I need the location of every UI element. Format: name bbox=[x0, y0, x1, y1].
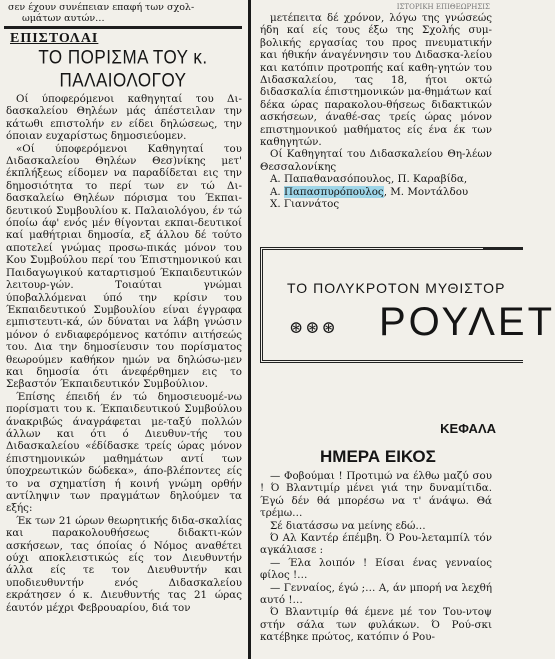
names-suffix: , Μ. Μοντάλδου bbox=[383, 185, 469, 198]
article-paragraph: μετέπειτα δέ χρόνον, λόγω της γνώσεώς ήδη καί είς τους έξω της Σχολής συμ-βολικής εργασίας του προς πνευματικήν και ήθικήν άναγέννησιν του Διδασκα-λείου και κατόπιν προτροπής καί καθη-γητών του Διδασκαλείου, τας 18, ήτοι οκτώ διδασκαλία έπιστημονικών μα-θημάτων καί δέκα ώρας παρακολου-θήσεως διδακτικών ασκήσεων, άναθέ-σας τρείς ώρας μόνον επιστημονικού μαθήματος είς ένα έκ των καθηγητών. bbox=[260, 12, 492, 149]
story-paragraph: — Φοβούμαι ! Προτιμώ να έλθω μαζύ σου ! Ό Βλαντιμίρ μένει γιά την δυναμίτιδα. Έγώ δέν θά μπορέσω να τ' άνάψω. Θά τρέμω… bbox=[260, 470, 492, 520]
article-paragraph: Οί ύποφερόμενοι καθηγηταί του Δι-δασκαλείου Θηλέων μάς άπέστειλαν την κάτωθι επιστολήν εν είδει δηλώσεως, την όποιαν ευχαρίστως δημοσιεύομεν. bbox=[6, 93, 242, 143]
signoff: Οί Καθηγηταί του Διδασκαλείου Θη-λέων Θεσσαλονίκης bbox=[260, 148, 492, 173]
chapter-title: ΗΜΕΡΑ ΕΙΚΟΣ bbox=[320, 447, 436, 466]
story-paragraph: — Έλα λοιπόν ! Είσαι ένας γενναίος φίλος !… bbox=[260, 556, 492, 582]
names-line: Χ. Γιαννάτος bbox=[270, 198, 340, 211]
story-paragraph: Ό Βλαντιμίρ θά έμενε μέ τον Του-ντοψ στήν σάλα των φυλάκων. Ό Ρού-σκι κατέβηκε πρώτος, κατόπιν ό Ρου- bbox=[260, 606, 492, 644]
story-paragraph: Σέ διατάσσω να μείνης εδώ… bbox=[270, 519, 426, 532]
continued-text bbox=[0, 0, 246, 24]
serial-story bbox=[254, 470, 496, 644]
article-paragraph: «Οί ύποφερόμενοι Καθηγηταί του Διδασκαλείου Θηλέων Θεσ)νίκης μετ' έκπλήξεως είδομεν να παραδίδεται εις την δημοσιότητα το περί των εν τώ Δι-δασκαλείω Θηλέων πόρισμα του Έκπαι-δευτικού Συμβουλίου κ. Παλαιολόγου, έν τώ όποίω άφ' ενός μέν θίγονται εκπαι-δευτικοί καί μαθήτριαι δημοσία, εξ άλλου δέ τούτο αποτελεί γνώμας προσω-πικάς μόνον του Κου Συμβούλου περί του Έπιστημονικού και Παιδαγωγικού καταρτισμού Έκπαιδευτικών λειτουρ-γών. Τοιαύται γνώμαι ύποβαλλόμεναι ύπό την κρίσιν του Έκπαιδευτικού Συμβουλίου είναι έγγραφα εμπιστευτι-κά, ών δύναται να λάβη γνώσιν μόνον ό ενδιαφερόμενος κατόπιν αιτήσεώς του. Δια την δημοσίευσιν του πορίσματος θεωρούμεν καθήκον ημών να δηλώσω-μεν και δημοσία ότι άνεφέρθημεν εις το Σεβαστόν Έκπαιδευτικόν Συμβούλιον. bbox=[6, 142, 242, 391]
initial: Α. bbox=[270, 185, 281, 198]
top-line: σεν έχουν συνέπειαν επαφή των σχολ- bbox=[8, 2, 195, 13]
column-divider bbox=[248, 0, 251, 659]
section-heading: ΕΠΙΣΤΟΛΑΙ bbox=[10, 31, 99, 46]
rule bbox=[4, 26, 242, 29]
banner-corner bbox=[483, 247, 523, 250]
article-paragraph: Έπίσης έπειδή έν τώ δημοσιευομέ-νω πορίσματι του κ. Έκπαιδευτικού Συμβούλου άνακριβώς άναγράφεται με-ταξύ πολλών άλλων και ότι ό Διευθυν-τής του Διδασκαλείου «έδίδασκε τρείς ώρας μόνον έπιστημονικών μαθημάτων αντί των ύποχρεωτικών δώδεκα», άπο-βλέποντες είς το να σχηματίση ή κοινή γνώμη ορθήν αντίληψιν των πραγμάτων δηλούμεν τα εξής: bbox=[6, 390, 242, 515]
top-label: ΙΣΤΟΡΙΚΗ ΕΠΙΘΕΩΡΗΣΙΣ bbox=[396, 3, 490, 11]
top-line: ωμάτων αυτών… bbox=[22, 13, 105, 24]
chapter-label: ΚΕΦΑΛΑ bbox=[440, 421, 496, 436]
article-headline: ΤΟ ΠΟΡΙΣΜΑ ΤΟΥ κ. ΠΑΛΑΙΟΛΟΓΟΥ bbox=[38, 46, 208, 91]
ornament-icon: ⊛⊛⊛ bbox=[289, 317, 338, 338]
highlighted-name: Παπασπυρόπουλος bbox=[284, 185, 384, 198]
banner-title: ΡΟΥΛΕΤ bbox=[379, 299, 555, 344]
right-column bbox=[254, 0, 555, 659]
story-paragraph: Ό Αλ Καντέρ έπέμβη. Ό Ρου-λεταμπίλ τόν αγκάλιασε : bbox=[260, 532, 492, 557]
banner-subtitle: ΤΟ ΠΟΛΥΚΡΟΤΟΝ ΜΥΘΙΣΤΟΡ bbox=[287, 279, 506, 296]
story-paragraph: — Γενναίος, έγώ ;… Α, άν μπορή να λεχθή αυτό !… bbox=[260, 581, 492, 607]
left-column bbox=[0, 0, 246, 659]
novel-banner bbox=[260, 247, 555, 363]
names-line bbox=[254, 186, 496, 198]
names-line: Α. Παπαθανασόπουλος, Π. Καραβίδα, bbox=[270, 173, 468, 186]
article-paragraph: Έκ των 21 ώρων θεωρητικής διδα-σκαλίας και παρακολουθήσεως διδακτι-κών ασκήσεων, τας όποίας ό Νόμος αναθέτει ούχι αποκλειστικώς είς τον Διευθυντήν άλλα είς τε τον Διευθυντήν και υποδιευθυντήν ενός Διδασκαλείου εκράτησεν ό κ. Διευθυντής τας 21 ώρας έαυτόν μέχρι Φεβρουαρίου, διά τον bbox=[6, 514, 242, 614]
